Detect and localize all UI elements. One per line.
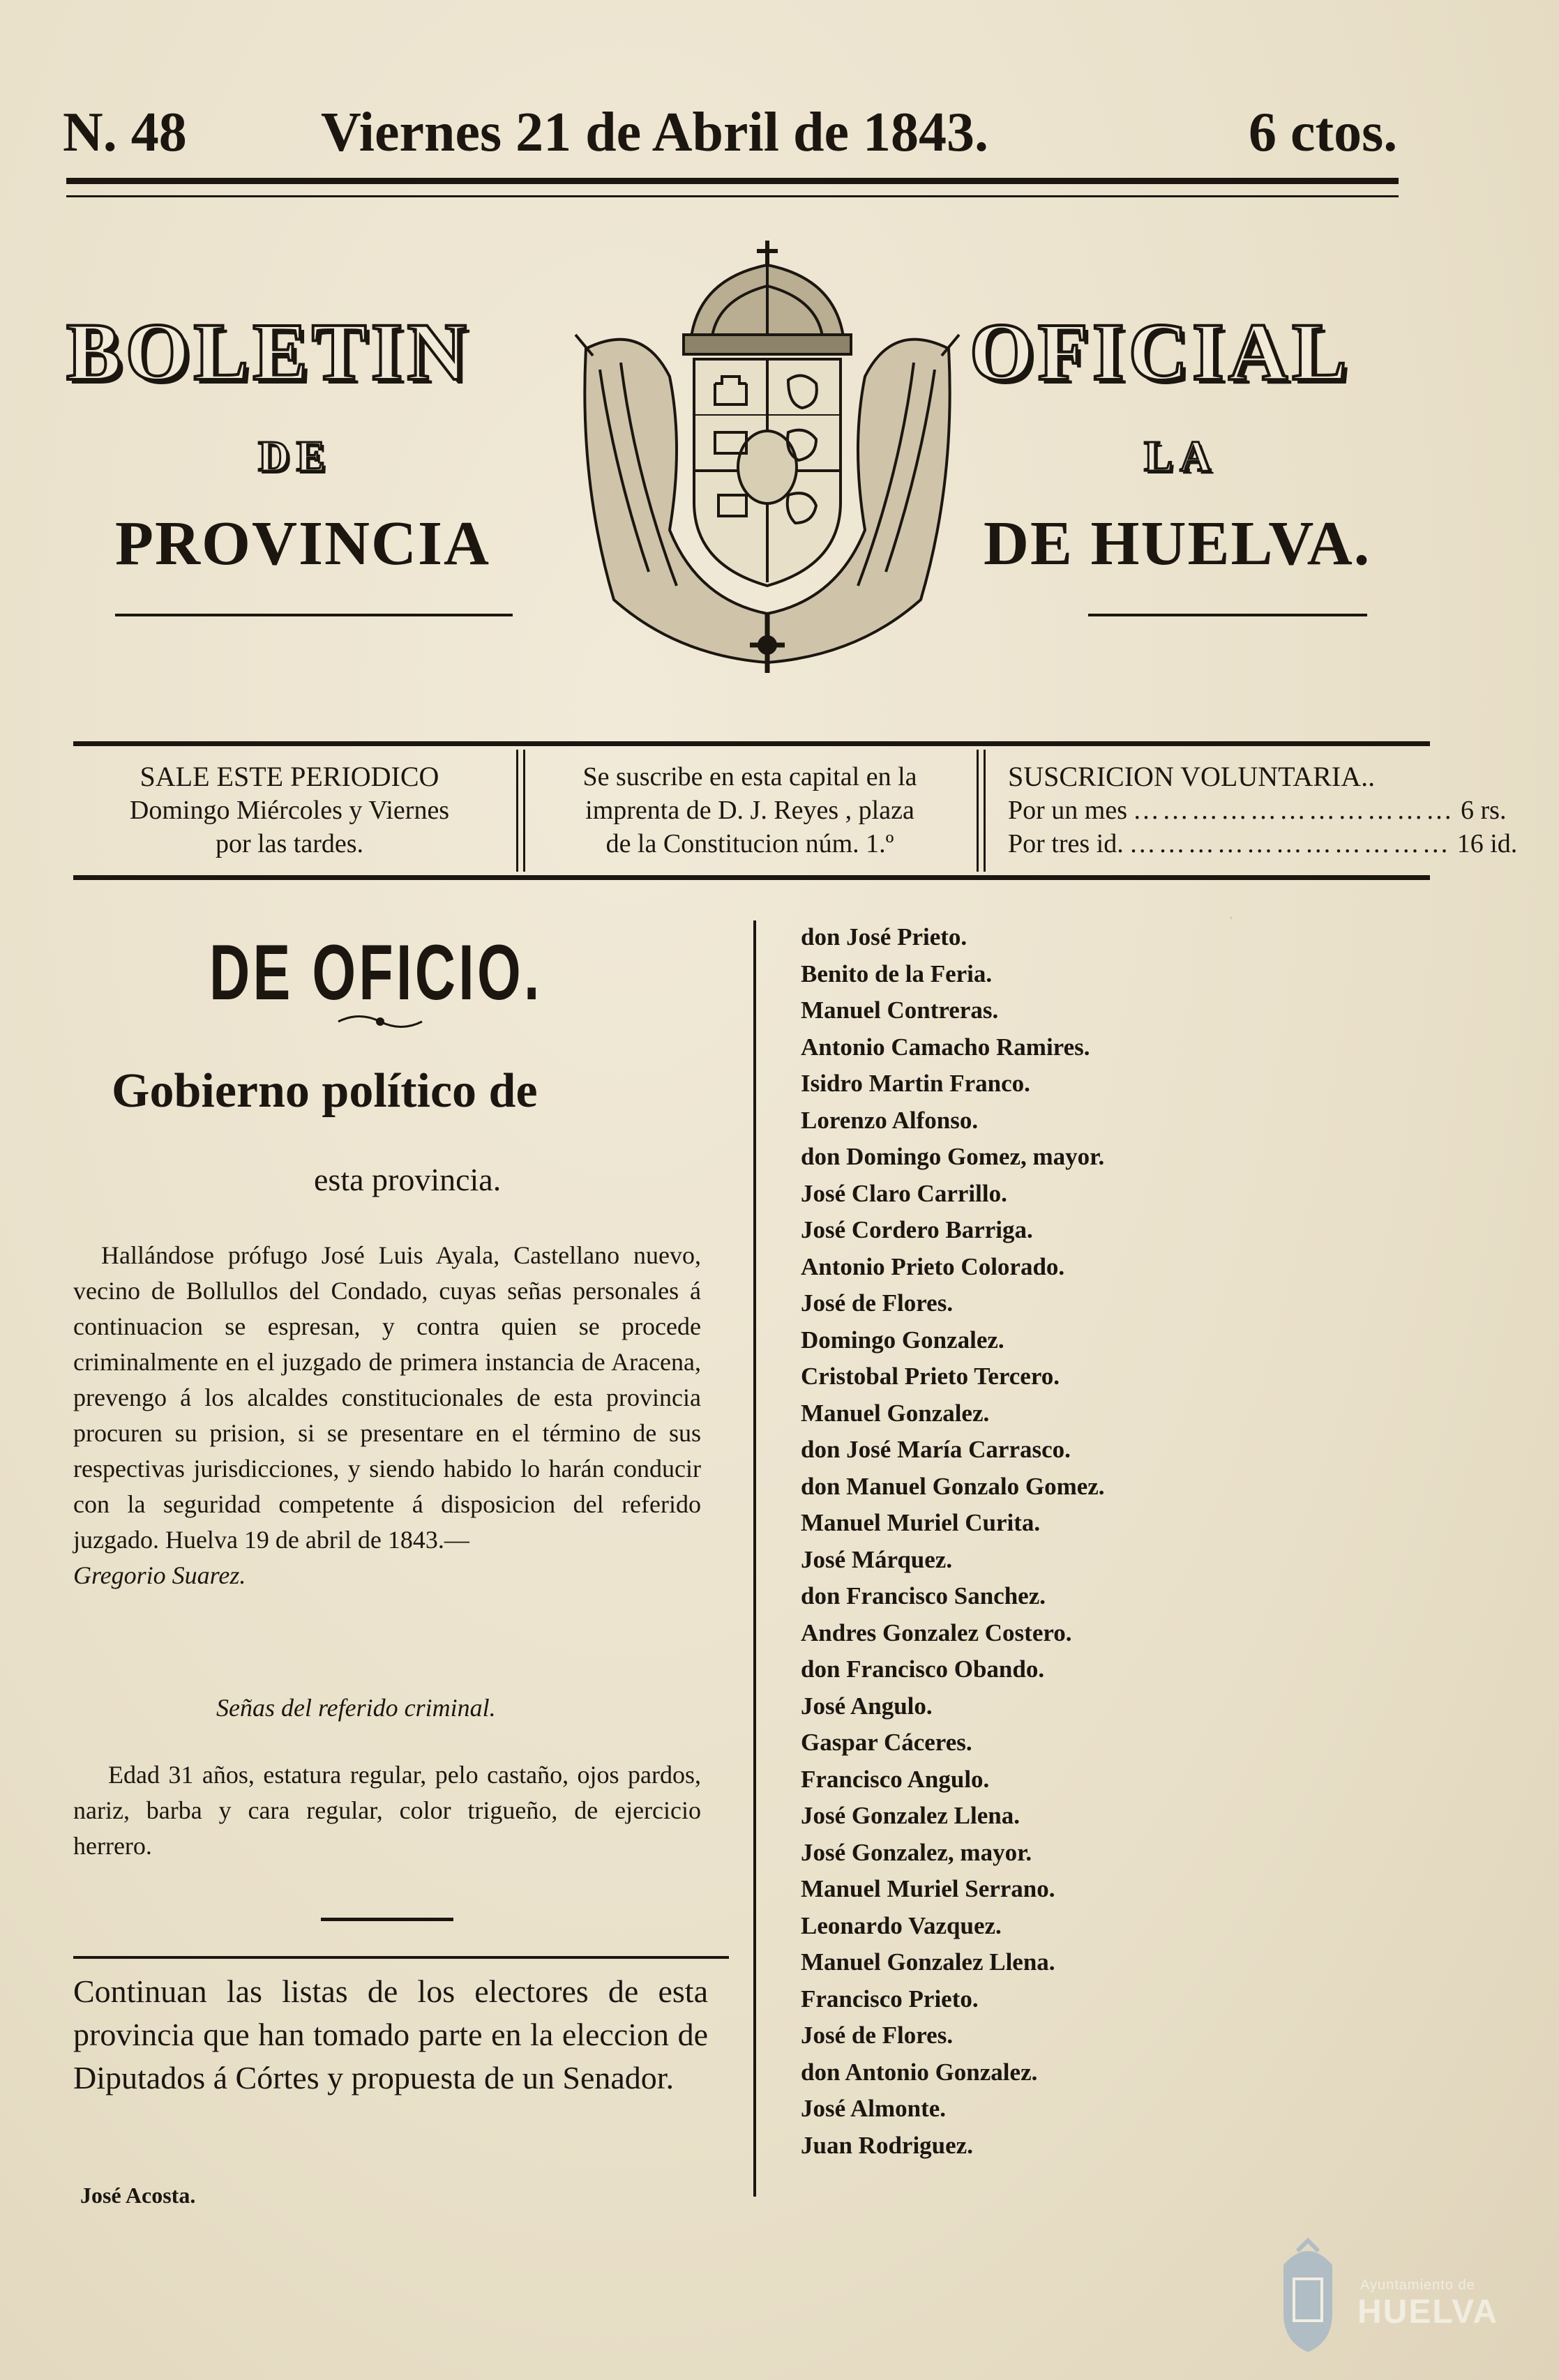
section-title: DE OFICIO. xyxy=(209,929,543,1016)
elector-name: don Manuel Gonzalo Gomez. xyxy=(801,1472,1105,1500)
elector-name: don Domingo Gomez, mayor. xyxy=(801,1143,1105,1170)
price-label-three-months: Por tres id. xyxy=(1008,829,1124,858)
info-divider-2b xyxy=(984,750,986,872)
elector-name: don José Prieto. xyxy=(801,923,967,950)
info-divider-1 xyxy=(516,750,518,872)
elector-name: José Gonzalez, mayor. xyxy=(801,1838,1032,1866)
elector-name: Juan Rodriguez. xyxy=(801,2131,973,2159)
publication-days: Domingo Miércoles y Viernes xyxy=(129,796,450,825)
electors-list xyxy=(801,919,1289,2164)
elector-name: don Francisco Sanchez. xyxy=(801,1582,1046,1609)
info-divider-1b xyxy=(523,750,525,872)
publication-time: por las tardes. xyxy=(215,829,364,858)
logo-line-2: HUELVA xyxy=(1357,2294,1499,2330)
publication-title: SALE ESTE PERIODICO xyxy=(140,761,439,792)
elector-name: Cristobal Prieto Tercero. xyxy=(801,1363,1060,1390)
elector-name: Antonio Camacho Ramires. xyxy=(801,1033,1090,1061)
article-text: Hallándose prófugo José Luis Ayala, Castellano nuevo, vecino de Bollullos del Condado, cuyas señas personales á continuacion se espresan, y contra quien se procede criminalmente en el juzgado de primera instancia de Aracena, prevengo á los alcaldes constitucionales de esta provincia procuren su prision, si se presentare en el término de sus respectivas jurisdicciones, y siendo habido lo harán conducir con la seguridad competente á disposicion del referido juzgado. Huelva 19 de abril de 1843.— xyxy=(73,1241,701,1554)
elector-name: Francisco Angulo. xyxy=(801,1765,990,1793)
elector-name: José Almonte. xyxy=(801,2095,947,2122)
article-signature: Gregorio Suarez. xyxy=(73,1561,246,1589)
elector-name: Manuel Muriel Serrano. xyxy=(801,1875,1055,1902)
subscription-info xyxy=(534,760,966,865)
newspaper-page: · N. 48 Viernes 21 de Abril de 1843. 6 ctos. BOLETIN OFICIAL DE LA PROVINCIA DE HUELVA. SALE ESTE PERIODICO Domingo Miércoles y Viernes por las tardes. Se suscribe en esta capital en la imprenta de D. J. Reyes , plaza de la Constitucion núm. 1.º SUSCRICION VOLUNTARIA.. Por un mes …………………………… 6 rs. Por tres id. …………………………… 16 id. DE OFICIO. Gobierno político de esta provincia. Hallándose prófugo José Luis Ayala, Castellano nuevo, vecino de Bollullos del Condado, cuyas señas personales á continuacion se espresan, y contra quien se procede criminalmente en el juzgado de primera instancia de Aracena, prevengo á los alcaldes constitucionales de esta provincia procuren su prision, si se presentare en el término de sus respectivas jurisdicciones, y siendo habido lo harán conducir con la seguridad competente á disposicion del referido juzgado. Huelva 19 de abril de 1843.— Gregorio Suarez. Señas del referido criminal. Edad 31 años, estatura regular, pelo castaño, ojos pardos, nariz, barba y cara regular, color trigueño, de ejercicio herrero. Continuan las listas de los electores de esta provincia que han tomado parte en la eleccion de Diputados á Córtes y propuesta de un Senador. José Acosta. don José Prieto. Benito de la Feria. Manuel Contreras. Antonio Camacho Ramires. Isidro Martin Franco. Lorenzo Alfonso. don Domingo Gomez, mayor. José Claro Carrillo. José Cordero Barriga. Antonio Prieto Colorado. José de Flores. Domingo Gonzalez. Cristobal Prieto Tercero. Manuel Gonzalez. don José María Carrasco. don Manuel Gonzalo Gomez. Manuel Muriel Curita. José Márquez. don Francisco Sanchez. Andres Gonzalez Costero. don Francisco Obando. José Angulo. Gaspar Cáceres. Francisco Angulo. José Gonzalez Llena. José Gonzalez, mayor. Manuel Muriel Serrano. Leonardo Vazquez. Manuel Gonzalez Llena. Francisco Prieto. José de Flores. don Antonio Gonzalez. José Almonte. Juan Rodriguez. Ayuntamiento de HUELVA xyxy=(0,0,1559,2380)
signs-body xyxy=(73,1757,701,1864)
royal-coat-of-arms-icon xyxy=(572,237,963,683)
price-row-three-months xyxy=(1008,827,1518,861)
elector-name: José de Flores. xyxy=(801,2022,954,2049)
elector-name: Isidro Martin Franco. xyxy=(801,1070,1030,1097)
elector-name: Domingo Gonzalez. xyxy=(801,1326,1004,1354)
column-divider xyxy=(753,920,756,2197)
issue-header xyxy=(63,102,1451,163)
elector-name: Manuel Gonzalez. xyxy=(801,1399,990,1427)
article-heading: Gobierno político de xyxy=(112,1064,538,1118)
masthead-boletin: BOLETIN xyxy=(66,306,471,397)
issue-date: Viernes 21 de Abril de 1843. xyxy=(321,102,988,163)
info-rule-top xyxy=(73,741,1430,746)
elector-name: Manuel Contreras. xyxy=(801,996,999,1024)
continuation-text: Continuan las listas de los electores de esta provincia que han tomado parte en la eleccion de Diputados á Córtes y propuesta de un Senador. xyxy=(73,1973,708,2095)
elector-name: Lorenzo Alfonso. xyxy=(801,1106,979,1134)
publication-info xyxy=(73,760,506,865)
elector-name: don Antonio Gonzalez. xyxy=(801,2058,1038,2086)
masthead-provincia: PROVINCIA xyxy=(115,509,491,578)
ornament-icon xyxy=(335,1011,425,1032)
subscription-line-2: imprenta de D. J. Reyes , plaza xyxy=(585,796,914,825)
info-rule-bottom xyxy=(73,875,1430,880)
elector-name: Gaspar Cáceres. xyxy=(801,1729,972,1756)
header-rule-thin xyxy=(66,195,1399,197)
signs-title: Señas del referido criminal. xyxy=(216,1694,496,1722)
subscription-line-1: Se suscribe en esta capital en la xyxy=(582,762,917,791)
elector-name: Francisco Prieto. xyxy=(801,1985,979,2013)
subscription-line-3: de la Constitucion núm. 1.º xyxy=(605,829,894,858)
elector-name: Benito de la Feria. xyxy=(801,960,993,987)
voluntary-title: SUSCRICION VOLUNTARIA.. xyxy=(1008,761,1376,792)
price-value-month: 6 rs. xyxy=(1461,796,1507,825)
elector-name: Manuel Gonzalez Llena. xyxy=(801,1948,1055,1976)
price-row-month xyxy=(1008,794,1507,827)
elector-name: José Claro Carrillo. xyxy=(801,1179,1007,1207)
elector-name: José Angulo. xyxy=(801,1692,933,1720)
masthead-rule-right xyxy=(1088,614,1367,616)
elector-name: José Gonzalez Llena. xyxy=(801,1802,1020,1829)
elector-name: José de Flores. xyxy=(801,1289,954,1317)
voluntary-subscription xyxy=(1008,760,1518,865)
elector-name: don José María Carrasco. xyxy=(801,1436,1071,1463)
masthead-de: DE xyxy=(258,433,333,480)
elector-name: Manuel Muriel Curita. xyxy=(801,1509,1041,1536)
price-leader-month: …………………………… xyxy=(1133,796,1455,825)
logo-line-1: Ayuntamiento de xyxy=(1360,2277,1475,2293)
issue-number: N. 48 xyxy=(63,102,187,163)
header-rule xyxy=(66,178,1399,184)
elector-name: José Cordero Barriga. xyxy=(801,1216,1033,1243)
huelva-shield-icon xyxy=(1270,2237,1346,2356)
masthead-oficial: OFICIAL xyxy=(970,306,1351,397)
article-subheading: esta provincia. xyxy=(314,1162,502,1197)
elector-name: José Márquez. xyxy=(801,1545,953,1573)
masthead-de-huelva: DE HUELVA. xyxy=(984,509,1371,578)
price-label-month: Por un mes xyxy=(1008,796,1127,825)
masthead-rule-left xyxy=(115,614,513,616)
price-value-three-months: 16 id. xyxy=(1456,829,1518,858)
city-council-logo xyxy=(1270,2237,1507,2356)
info-divider-2 xyxy=(977,750,979,872)
article-body xyxy=(73,1238,701,1593)
elector-name: Andres Gonzalez Costero. xyxy=(801,1619,1072,1646)
masthead-la: LA xyxy=(1144,433,1219,480)
separator-rule-long xyxy=(73,1956,729,1959)
elector-name: Antonio Prieto Colorado. xyxy=(801,1252,1065,1280)
elector-name: Leonardo Vazquez. xyxy=(801,1911,1002,1939)
price-leader-three-months: …………………………… xyxy=(1129,829,1452,858)
signs-text: Edad 31 años, estatura regular, pelo castaño, ojos pardos, nariz, barba y cara regular, color trigueño, de ejercicio herrero. xyxy=(73,1761,701,1860)
issue-price: 6 ctos. xyxy=(1249,102,1398,163)
separator-rule xyxy=(321,1918,453,1921)
elector-name: don Francisco Obando. xyxy=(801,1655,1045,1683)
first-elector-name: José Acosta. xyxy=(80,2183,196,2208)
